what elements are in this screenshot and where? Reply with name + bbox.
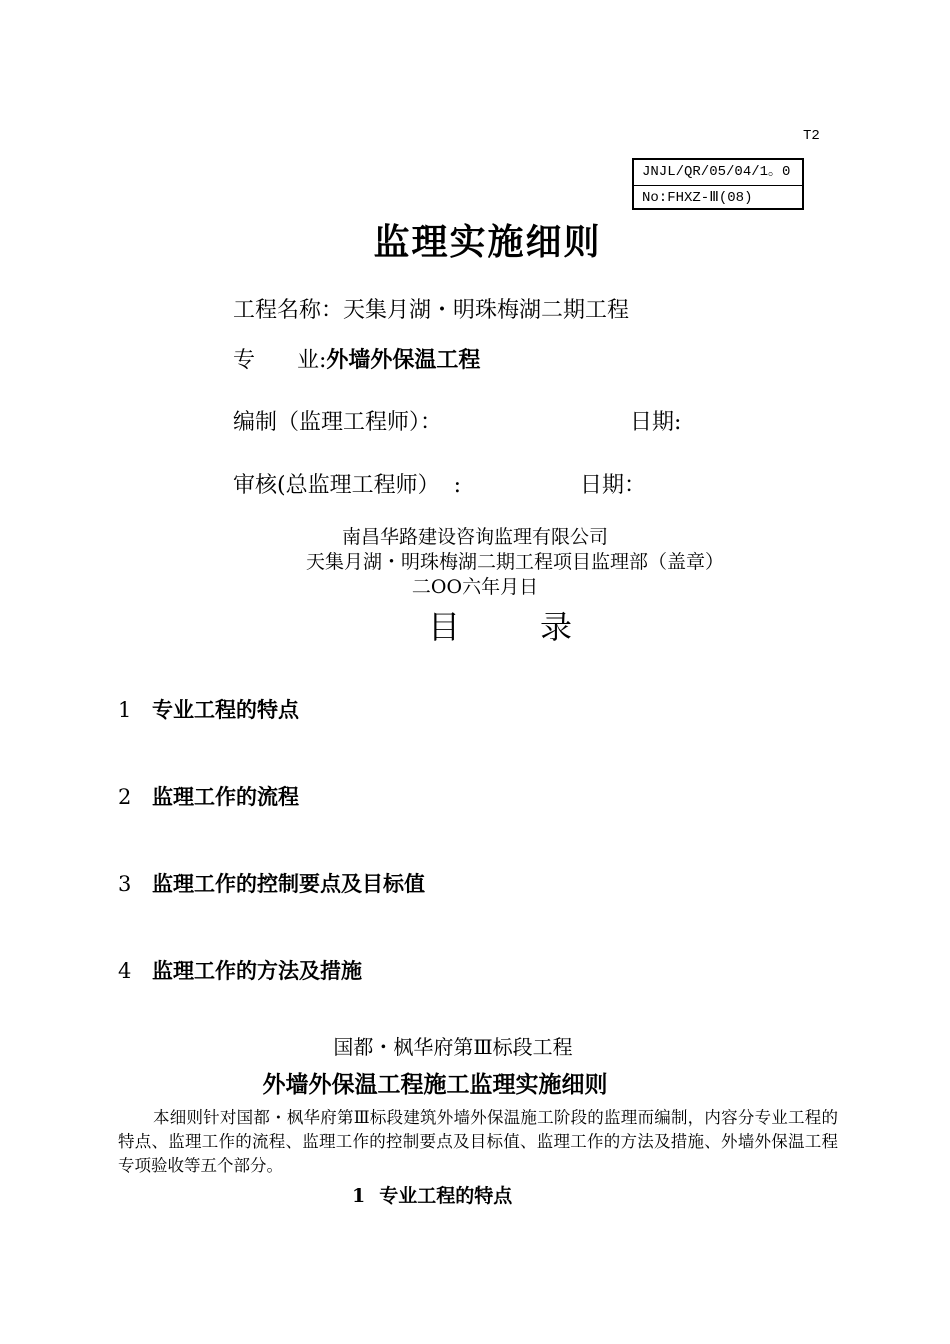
toc-item[interactable] bbox=[118, 781, 299, 811]
toc-item[interactable] bbox=[118, 955, 362, 985]
specialty-label: 专 业: bbox=[233, 348, 327, 373]
document-code: JNJL/QR/05/04/1。0 bbox=[642, 164, 791, 180]
toc-item-text: 监理工作的流程 bbox=[152, 784, 299, 809]
toc-item-number: 3 bbox=[118, 872, 132, 896]
toc-title-part2: 录 bbox=[540, 608, 573, 646]
section-heading bbox=[352, 1181, 512, 1208]
section-number: 1 bbox=[352, 1185, 366, 1207]
document-number: No:FHXZ-Ⅲ(08) bbox=[634, 185, 802, 211]
toc-item-number: 4 bbox=[118, 959, 132, 983]
main-title: 监理实施细则 bbox=[373, 221, 602, 263]
toc-item-number: 2 bbox=[118, 785, 132, 809]
toc-item-text: 专业工程的特点 bbox=[152, 697, 299, 722]
specialty-value: 外墙外保温工程 bbox=[326, 347, 481, 373]
reviewer-label: 审核(总监理工程师） : bbox=[233, 473, 461, 498]
section-title: 专业工程的特点 bbox=[379, 1185, 513, 1207]
intro-paragraph: 本细则针对国都・枫华府第Ⅲ标段建筑外墙外保温施工阶段的监理而编制，内容分专业工程的特点、监理工作的流程、监理工作的控制要点及目标值、监理工作的方法及措施、外墙外保温工程专项验收等五个部分。 bbox=[118, 1108, 838, 1175]
page-tag: T2 bbox=[803, 128, 820, 144]
document-code-box bbox=[632, 158, 804, 210]
editor-date-label: 日期: bbox=[630, 410, 682, 435]
document-title: 外墙外保温工程施工监理实施细则 bbox=[262, 1071, 608, 1098]
toc-item-number: 1 bbox=[118, 698, 132, 722]
toc-title bbox=[428, 602, 572, 648]
toc-title-part1: 目 bbox=[428, 608, 461, 646]
company-name: 南昌华路建设咨询监理有限公司 bbox=[341, 526, 608, 548]
project-name-value: 天集月湖・明珠梅湖二期工程 bbox=[343, 298, 630, 323]
issue-date: 二OO六年月日 bbox=[411, 576, 539, 598]
project-header: 国都・枫华府第Ⅲ标段工程 bbox=[333, 1035, 573, 1059]
toc-item[interactable] bbox=[118, 868, 425, 898]
department-name: 天集月湖・明珠梅湖二期工程项目监理部（盖章） bbox=[305, 551, 724, 573]
reviewer-date-label: 日期： bbox=[580, 473, 647, 498]
project-name-field bbox=[233, 293, 629, 324]
editor-label: 编制（监理工程师）： bbox=[233, 410, 443, 435]
toc-item-text: 监理工作的方法及措施 bbox=[152, 958, 362, 983]
toc-item[interactable] bbox=[118, 694, 299, 724]
project-name-label: 工程名称： bbox=[233, 298, 344, 323]
specialty-field bbox=[233, 343, 480, 374]
toc-item-text: 监理工作的控制要点及目标值 bbox=[152, 871, 425, 896]
